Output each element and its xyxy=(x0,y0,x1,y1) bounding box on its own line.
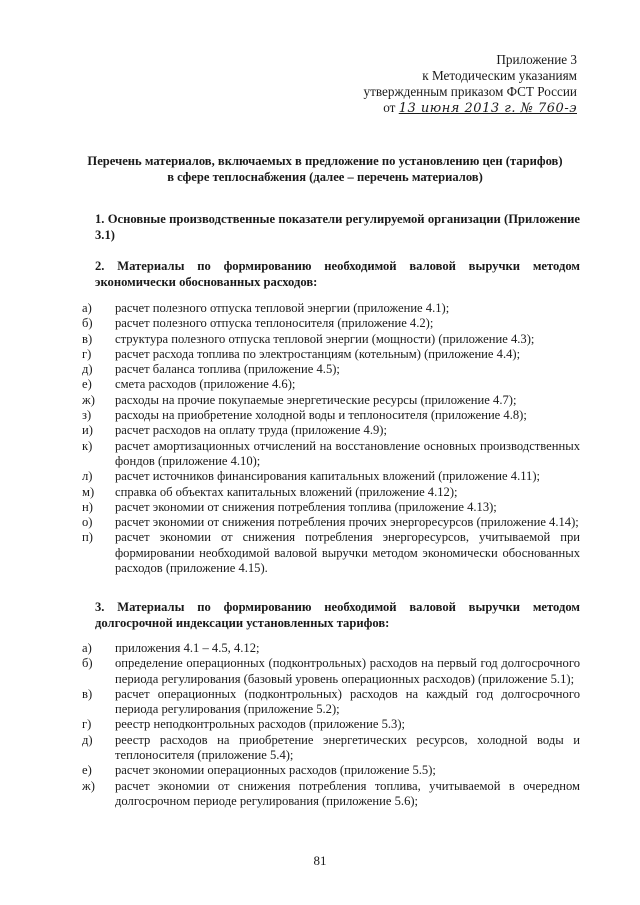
list-item-text: расчет источников финансирования капитальных вложений (приложение 4.11); xyxy=(115,469,541,484)
list-item-marker: л) xyxy=(82,469,93,484)
list-item xyxy=(78,500,580,515)
list-item-marker: д) xyxy=(82,732,93,747)
list-item-text: расходы на приобретение холодной воды и теплоносителя (приложение 4.8); xyxy=(115,408,527,423)
appendix-number: Приложение 3 xyxy=(496,52,577,67)
list-item-text: расчет экономии от снижения потребления прочих энергоресурсов (приложение 4.14); xyxy=(115,515,579,530)
list-item-marker: м) xyxy=(82,484,95,499)
list-item-text: реестр неподконтрольных расходов (приложение 5.3); xyxy=(115,717,406,732)
list-item xyxy=(78,332,580,347)
section-1-text: 1. Основные производственные показатели регулируемой организации (Приложение 3.1) xyxy=(95,212,580,242)
list-item-marker: е) xyxy=(82,763,92,778)
date-prefix: от xyxy=(383,100,396,115)
list-item-marker: в) xyxy=(82,686,93,701)
page-number: 81 xyxy=(313,853,327,868)
list-item xyxy=(78,393,580,408)
list-item-text: расчет экономии от снижения потребления топлива, учитываемой в очередном долгосрочном периоде регулирования (приложение 5.6); xyxy=(115,778,580,808)
list-item xyxy=(78,687,580,718)
list-item-marker: о) xyxy=(82,515,93,530)
list-item xyxy=(78,641,580,656)
list-item xyxy=(78,733,580,764)
list-item-marker: н) xyxy=(82,499,93,514)
title-line-1: Перечень материалов, включаемых в предложение по установлению цен (тарифов) xyxy=(87,154,563,168)
section-2-heading xyxy=(78,258,580,290)
approval-order: утвержденным приказом ФСТ России xyxy=(363,84,577,99)
list-item xyxy=(78,717,580,732)
section-3-heading xyxy=(78,599,580,631)
list-item xyxy=(78,763,580,778)
list-item-text: смета расходов (приложение 4.6); xyxy=(115,377,296,392)
appendix-reference: к Методическим указаниям xyxy=(422,68,577,83)
title-line-2: в сфере теплоснабжения (далее – перечень материалов) xyxy=(167,170,483,184)
document-title xyxy=(70,153,580,185)
list-item-marker: к) xyxy=(82,438,93,453)
list-item-text: расчет полезного отпуска тепловой энергии (приложение 4.1); xyxy=(115,301,450,315)
list-item xyxy=(78,515,580,530)
list-item xyxy=(78,423,580,438)
list-item-marker: е) xyxy=(82,377,92,392)
list-item xyxy=(78,485,580,500)
section-3-text: 3. Материалы по формированию необходимой валовой выручки методом долгосрочной индексации установленных тарифов: xyxy=(95,600,580,630)
list-item xyxy=(78,469,580,484)
order-date-line xyxy=(364,100,577,117)
section-1-heading xyxy=(78,211,580,243)
list-item-marker: б) xyxy=(82,656,93,671)
list-item-text: справка об объектах капитальных вложений (приложение 4.12); xyxy=(115,484,458,499)
section-2-list xyxy=(78,301,580,576)
list-item-marker: п) xyxy=(82,530,93,545)
list-item xyxy=(78,779,580,810)
list-item xyxy=(78,408,580,423)
list-item-marker: а) xyxy=(82,641,92,655)
list-item-marker: ж) xyxy=(82,392,95,407)
list-item-text: расчет расходов на оплату труда (приложение 4.9); xyxy=(115,423,387,438)
list-item-text: структура полезного отпуска тепловой энергии (мощности) (приложение 4.3); xyxy=(115,331,535,346)
list-item-text: определение операционных (подконтрольных) расходов на первый год долгосрочного периода регулирования (базовый уровень операционных расходов) (приложение 5.1); xyxy=(115,656,580,686)
list-item xyxy=(78,347,580,362)
list-item-marker: а) xyxy=(82,301,92,315)
list-item-text: расчет экономии от снижения потребления энергоресурсов, учитываемой при формировании необходимой валовой выручки методом экономически обоснованных расходов (приложение 4.15). xyxy=(115,530,580,576)
section-2-text: 2. Материалы по формированию необходимой валовой выручки методом экономически обоснованных расходов: xyxy=(95,259,580,289)
list-item-text: реестр расходов на приобретение энергетических ресурсов, холодной воды и теплоносителя (приложение 5.4); xyxy=(115,732,580,763)
list-item-text: расчет баланса топлива (приложение 4.5); xyxy=(115,362,340,377)
list-item-text: приложения 4.1 – 4.5, 4.12; xyxy=(115,641,260,655)
list-item-text: расчет расхода топлива по электростанциям (котельным) (приложение 4.4); xyxy=(115,346,521,361)
list-item xyxy=(78,301,580,316)
list-item-text: расчет экономии операционных расходов (приложение 5.5); xyxy=(115,763,436,778)
list-item xyxy=(78,656,580,687)
handwritten-date-number: 13 июня 2013 г. № 760-э xyxy=(398,101,577,116)
list-item xyxy=(78,316,580,331)
list-item-marker: з) xyxy=(82,408,92,423)
list-item xyxy=(78,377,580,392)
list-item-text: расходы на прочие покупаемые энергетические ресурсы (приложение 4.7); xyxy=(115,392,517,407)
list-item-marker: ж) xyxy=(82,778,95,793)
section-3-list xyxy=(78,641,580,809)
list-item xyxy=(78,362,580,377)
list-item-text: расчет полезного отпуска теплоносителя (приложение 4.2); xyxy=(115,316,434,331)
list-item-text: расчет экономии от снижения потребления топлива (приложение 4.13); xyxy=(115,499,497,514)
list-item-marker: д) xyxy=(82,362,93,377)
list-item-marker: в) xyxy=(82,331,93,346)
list-item-marker: г) xyxy=(82,346,92,361)
list-item xyxy=(78,530,580,576)
appendix-header xyxy=(364,52,577,117)
list-item-marker: б) xyxy=(82,316,93,331)
list-item-marker: и) xyxy=(82,423,93,438)
list-item-text: расчет амортизационных отчислений на восстановление основных производственных фондов (приложение 4.10); xyxy=(115,438,580,468)
list-item-text: расчет операционных (подконтрольных) расходов на каждый год долгосрочного периода регулирования (приложение 5.2); xyxy=(115,686,580,717)
list-item-marker: г) xyxy=(82,717,92,732)
list-item xyxy=(78,439,580,470)
